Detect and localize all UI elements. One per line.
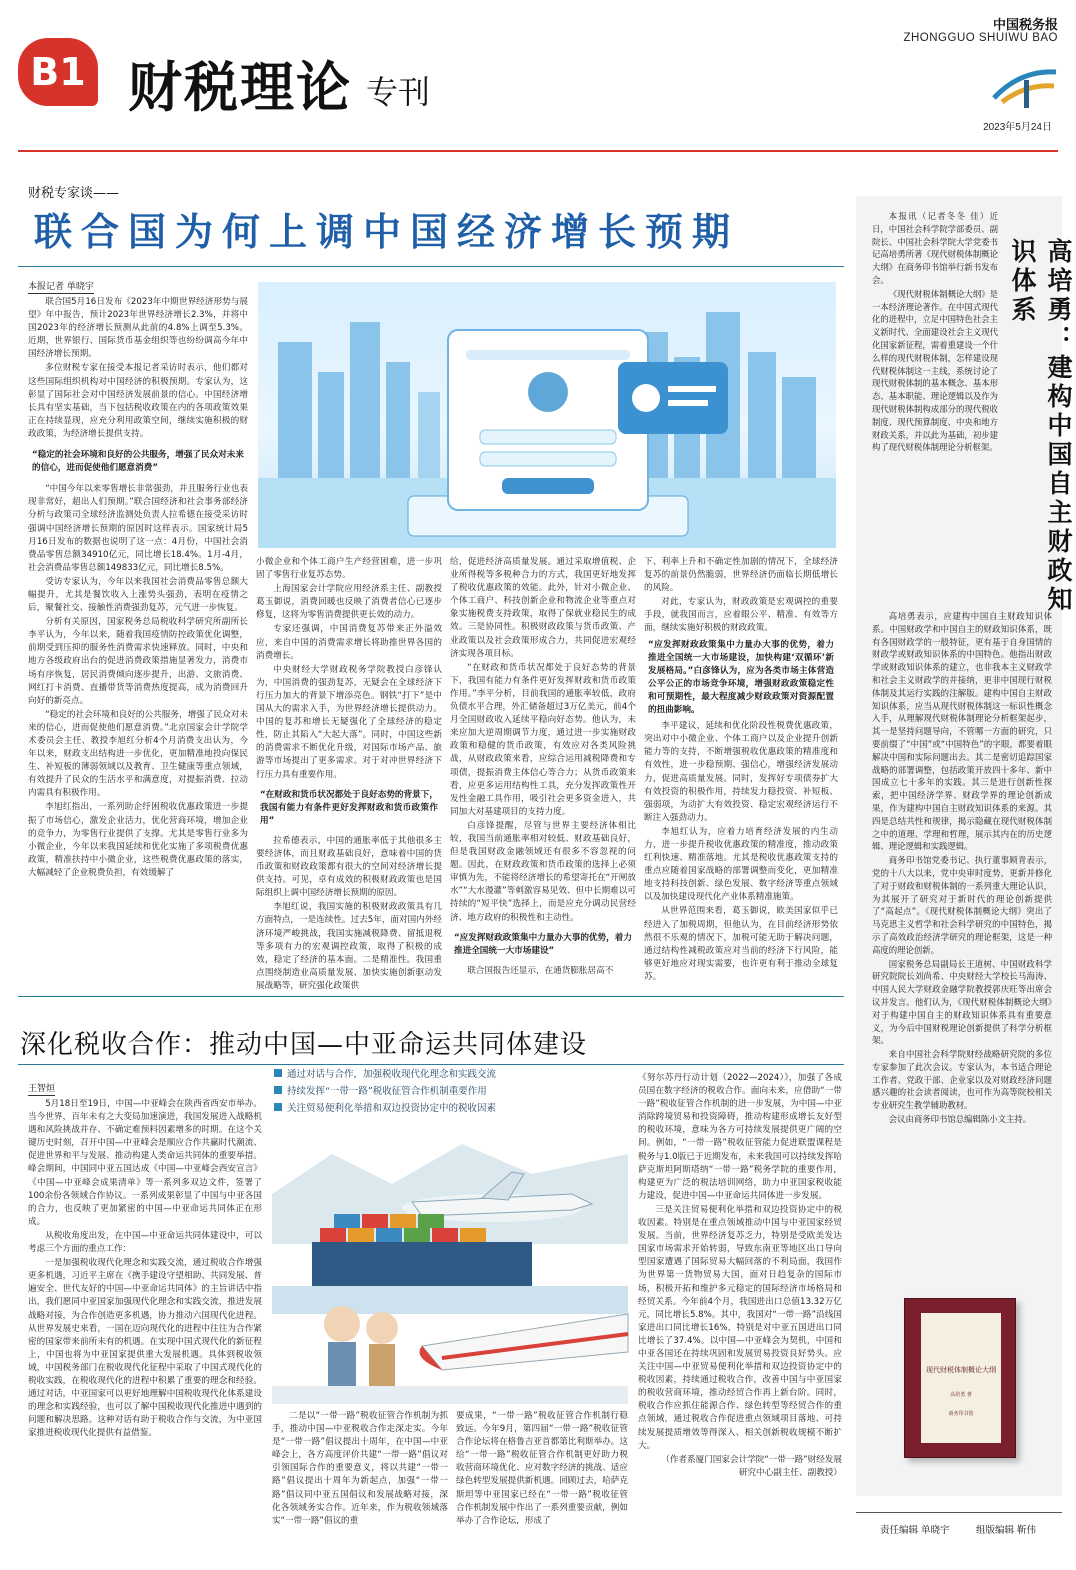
lead-paragraph: 分析有关原因，国家税务总局税收科学研究所副所长李平认为，今年以来，随着我国疫情防控政策优化调整，前期受到压抑的服务性消费需求快速释放。同时，中央和地方各级政府出台的促进消费政策措施显著发力，消费市场有序恢复，居民消费倾向逐步提升，出游、文旅消费、网红打卡消费、直播带货等消费热度提高，成为消费回升向好的新亮点。 [28,617,248,706]
footer-editor: 责任编辑 单晓宇 [880,1525,950,1536]
lead-paragraph: 受访专家认为，今年以来我国社会消费品零售总额大幅提升，尤其是餐饮收入上涨势头强劲，表明在疫情之后，聚餐社交、接触性消费强劲复苏，元气进一步恢复。 [28,576,248,614]
lead-paragraph: 专家还强调，中国消费复苏带来正外溢效应，来自中国的消费需求增长将助推世界各国的消费增长。 [256,624,442,661]
second-headline-rule [18,1064,844,1065]
paper-name: 中国税务报 [992,18,1058,33]
bullet-text: 持续发挥“一带一路”税收征管合作机制重要作用 [287,1086,487,1097]
book-cover-author: 高培勇 著 [950,1392,972,1398]
second-paragraph: 5月18日至19日，中国—中亚峰会在陕西省西安市举办。当今世界，百年未有之大变局加速演进，我国发展进入战略机遇和风险挑战并存、不确定难预料因素增多的时期。在这个关键历史时刻，召开中国—中亚峰会是顺应合作共赢时代潮流、促进世界和平与发展、推动构建人类命运共同体的重要举措。峰会期间，中国同中亚五国达成《中国—中亚峰会西安宣言》《中国—中亚峰会成果清单》等一系列多双边文件，签署了100余份各领域合作协议。一系列成果彰显了中国与中亚各国的合力，也反映了更加紧密的中国—中亚命运共同体正在形成。 [28,1099,262,1227]
bullet-item [274,1083,634,1097]
sidebar-paragraph: 本报讯（记者冬冬 佳）近日，中国社会科学院学部委员、副院长、中国社会科学院大学党委书记高培勇所著《现代财税体制概论大纲》在商务印书馆举行新书发布会。 [872,211,998,285]
lead-paragraph: 从世界范围来看，葛玉御说，欧美国家似乎已经进入了加税周期，但他认为，在目前经济形势依然很不乐观的情况下，加税可能无助于解决问题，通过结构性减税政策应对当前的经济下行风险，能够更好地应对现实需要，也许更有利于推动全球复苏。 [644,906,838,982]
bullet-text: 通过对话与合作，加强税收现代化理念和实践交流 [287,1069,497,1080]
bullet-item [274,1100,634,1114]
lead-subhead: “应发挥财政政策集中力量办大事的优势，着力推进全国统一大市场建设” [454,932,632,956]
sidebar-paragraph: 来自中国社会科学院财经战略研究院的多位专家参加了此次会议。专家认为，本书适合理论工作者、党政干部、企业家以及对财政经济问题感兴趣的社会读者阅读，也可作为高等院校相关专业研究生教学辅助教材。 [872,1049,1052,1111]
second-byline: 王智烜 [28,1081,55,1096]
lead-subhead: “稳定的社会环境和良好的公共服务，增强了民众对未来的信心，进而促使他们愿意消费” [32,450,244,474]
second-paragraph: 《努尔苏丹行动计划（2022—2024）》，加强了各成员国在数字经济的税收合作。面向未来，应借助“一带一路”税收征管合作机制的进一步发展，为中国—中亚消除跨境贸易和投资障碍，推动构建形成增长友好型的税收环境，意味为各方可持续发展提供更广阔的空间。例如，“一带一路”税收征管能力促进联盟课程是税务与1.0版已于近期发布，未来我国可以持续发挥哈萨克斯坦阿斯塔纳“一带一路”税务学院的重要作用，构建更为广泛的税法培训网络，助力中亚国家税收能力建设，促进中国—中亚命运共同体进一步发展。 [638,1073,842,1201]
lead-paragraph: 白彦锋提醒，尽管与世界主要经济体相比较，我国当前通胀率相对较低、财政基础良好，但是我国财政金融领域还有很多不容忽视的问题。因此，在财政政策和货币政策的选择上必须审慎为先，不能将经济增长的希望寄托在“开闸放水”“大水漫灌”等刺激容易见效、但中长期难以可持续的“短平快”选择上，而是应充分调动民营经济、地方政府的积极性和主动性。 [450,820,636,923]
second-paragraph: 三是关注贸易便利化举措和双边投资协定中的税收因素。特别是在重点领域推动中国与中亚国家经贸发展。当前，世界经济复苏乏力，特别是受欧美发达国家市场需求开始转弱，导致东南亚等地区出口导向型国家遭遇了国际贸易大幅回落的不利局面，我国作为世界第一货物贸易大国，面对日趋复杂的国际市场，积极开拓和维护多元稳定的国际经济市场格局和经贸关系。今年前4个月，我国进出口总值13.32万亿元，同比增长5.8%。其中，我国对“一带一路”沿线国家进出口同比增长16%，特别是对中亚五国进出口同比增长了37.4%。以中国—中亚峰会为契机，中国和中亚各国还在持续巩固和发展贸易投资良好势头。应关注中国—中亚贸易便利化举措和双边投资协定中的税收因素，持续通过税收合作，改善中国与中亚国家的税收营商环境，推动经贸合作再上新台阶。同时，税收合作应抓住能源合作、绿色转型等经贸合作的重点领域，通过税收合作促进重点领域项目落地、可持续发展提质增效等得深入、相关创新税收规模不断扩大。 [638,1204,842,1451]
section-title-main: 财税理论 [128,56,352,119]
masthead-rule [18,150,1058,152]
lead-column-1 [28,296,248,886]
second-paragraph: 一是加强税收现代化理念和实践交流，通过税收合作增强更多机遇，习近平主席在《携手建设守望相助、共同发展、普遍安全、世代友好的中国—中亚命运共同体》的主旨讲话中指出，我们愿同中亚国家加强现代化理念和实践交流，推进发展战略对接，为合作创造更多机遇，协力推动六国现代化进程。从世界发展史来看，一国在迈向现代化的进程中往往为合作紧密的国家带来前所未有的机遇。在实现中国式现代化的新征程上，中国也将为中亚国家提供重大发展机遇。具体到税收领域，中国税务部门在税收现代化征程中采取了中国式现代化的税收实践，在税收现代化的进程中积累了重要的理念和经验。通过对话，中亚国家可以更好地理解中国税收现代化体系建设的理念和实践经验，也可以了解中国税收现代化推进中遇到的问题和解决思路。这种对话有助于税收合作与交流，为中亚国家推进税收现代化提供有益借鉴。 [28,1258,262,1439]
second-column-2 [272,1410,448,1552]
lead-paragraph: 小微企业和个体工商户生产经营困难，进一步巩固了零售行业复苏态势。 [256,557,442,581]
second-column-4 [638,1072,842,1552]
sidebar-paragraph: 商务印书馆党委书记、执行董事顾青表示，党的十八大以来，党中央审时度势，更新并修化了对于财政和财税体制的一系列重大理论认识，为其展开了研究对于新时代的理论创新提供了“高起点”。《现代财税体制概论大纲》突出了马克思主义哲学和社会科学研究的中国特色，揭示了高效政治经济学研究的理论框架，这是一种高度的理论创新。 [872,855,1052,955]
book-cover-title: 现代财税体制概论大纲 [926,1366,996,1374]
lead-column-4 [644,556,838,982]
lead-column-2 [256,556,442,991]
lead-headline: 联合国为何上调中国经济增长预期 [34,209,740,254]
issue-date: 2023年5月24日 [983,122,1052,133]
lead-headline-rule [18,266,844,267]
lead-subhead: “应发挥财政政策集中力量办大事的优势，着力推进全国统一大市场建设，加快构建‘双循环’新发展格局。”白彦锋认为，应为各类市场主体营造公平公正的市场竞争环境，增强财政政策稳定性和可预期性，最大程度减少财政政策对资源配置的扭曲影响。 [648,639,834,716]
sidebar-paragraph: 《现代财税体制概论大纲》是一本经济理论著作。在中国式现代化的进程中，立足中国特色社会主义新时代、全面建设社会主义现代化国家新征程，需着重建设一个什么样的现代财税体制，怎样建设现代财税体制这一主线，系统讨论了现代财税体制的基本概念、基本形态、基本职能、理论逻辑以及作为现代财税体制构成部分的现代税收制度、现代预算制度、中央和地方财政关系，并以此为基础，初步建构了现代财税体制理论分析框架。 [872,288,998,453]
lead-paragraph: 多位财税专家在接受本报记者采访时表示，他们都对这些国际组织机构对中国经济的积极预期。专家认为，这彰显了国际社会对中国经济发展前景的信心。中国经济增长具有坚实基础，当下包括税收政策在内的各项政策效果正在持续显现，应充分利用政策空间，继续实施积极的财政政策，为经济增长提供支持。 [28,363,248,439]
lead-byline: 本报记者 单晓宇 [28,279,94,294]
sidebar-headline: 高培勇：建构中国自主财政知识体系 [1008,238,1073,615]
lead-paragraph: 拉希德表示，中国的通胀率低于其他很多主要经济体，而且财政基础良好，意味着中国的货币政策和财政政策都有很大的空间对经济增长提供支持。可见，卓有成效的积极财政政策也是国际组织上调中国经济增长预期的原因。 [256,835,442,899]
lead-paragraph: 对此，专家认为，财政政策是宏观调控的重要手段，就我国而言，应着眼公平、精准、有效等方面，继续实施好积极的财政政策。 [644,597,838,634]
lead-paragraph: “中国今年以来零售增长非常强劲，并且服务行业也表现非常好，超出人们预期。”联合国经济和社会事务部经济分析与政策司全球经济监测处负责人拉希德在接受采访时强调中国经济增长预期的原因时这样表示。国家统计局5月16日发布的数据也说明了这一点：4月份，中国社会消费品零售总额34910亿元，同比增长18.4%。1月-4月，社会消费品零售总额149833亿元，同比增长8.5%。 [28,484,248,573]
second-bullets [274,1066,634,1117]
bullet-square-icon [274,1069,282,1077]
section-divider [18,996,844,997]
paper-name-pinyin: ZHONGGUO SHUIWU BAO [903,32,1058,44]
lead-paragraph: 上海国家会计学院应用经济系主任、副教授葛玉御说，消费回暖也反映了消费者信心已逐步修复，这将为零售消费提供更长效的动力。 [256,584,442,621]
trade-illustration [272,1124,628,1404]
lead-illustration [258,282,836,548]
lead-subhead: “在财政和货币状况都处于良好态势的背景下，我国有能力有条件更好发挥财政和货币政策作用” [260,789,438,826]
lead-paragraph: 李平建议，延续和优化阶段性税费优惠政策，突出对中小微企业、个体工商户以及企业提升创新能力等的支持，不断增强税收优惠政策的精准度和有效性，进一步稳预期、强信心，增强经济发展动力，促进高质量发展。同时，发挥好专项债券扩大有效投资的积极作用，持续发力稳投资、补短板、强弱项，为动扩大有效投资、稳定宏观经济运行不断注入强劲动力。 [644,721,838,823]
lead-column-3 [450,556,636,976]
sidebar-paragraph: 国家税务总局副局长王道树、中国财政科学研究院院长刘尚希、中央财经大学校长马海涛、中国人民大学财政金融学院教授郭庆旺等出席会议并发言。他们认为，《现代财税体制概论大纲》对于构建中国自主的财政知识体系具有重要意义，为今后中国财税理论创新提供了科学分析框架。 [872,958,1052,1046]
second-paragraph: 二是以“一带一路”税收征管合作机制为抓手，推动中国—中亚税收合作走深走实。今年是“一带一路”倡议提出十周年，在中国—中亚峰会上，各方高度评价共建“一带一路”倡议对引领国际合作的重要意义，将以共建“一带一路”倡议提出十周年为新起点，加强“一带一路”倡议同中亚五国倡议和发展战略对接，深化各领域务实合作。近年来，作为税收领域落实“一带一路”倡议的重 [272,1411,448,1526]
second-column-1 [28,1098,262,1552]
lead-paragraph: 联合国5月16日发布《2023年中期世界经济形势与展望》年中报告，预计2023年世界经济增长2.3%，并将中国2023年的经济增长预测从此前的4.8%上调至5.3%。近期，世界银行、国际货币基金组织等也纷纷调高今年中国经济增长预期。 [28,297,248,360]
sidebar-paragraph: 高培勇表示，应建构中国自主财政知识体系。中国财政学和中国自主的财政知识体系，既有各国财政学的一般特征，更有基于自身国情的财政学或财政知识体系的中国特色。他指出财政学或财政知识体系的建立，也非我本主义财政学和社会主义财政学的并接纳，更非中国现行财税体制及其运行实践的注解版。建构中国自主财政知识体系，应当从现代财税体制这一标识性概念入手，从理解现代财税体制理论分析框架起步，其一是坚持问题导向，不管哪一方面的研究，只要前缀了“中国”或“中国特色”的字眼，都要着眼解决中国和实际问题出去。其二是密切追踪国家战略的部署调整，包括政策开放四十多年、新中国成立七十多年的实践。其三是进行创新性探索，把中国经济学界、财政学界的理论创新成果，作为建构中国自主财政知识体系的来源。其四是总结共性和规律，揭示隐藏在现代财税体制之中的道理、学理和哲理，展示其内在的历史逻辑、理论逻辑和实践逻辑。 [872,611,1052,852]
footer-designer: 组版编辑 靳伟 [976,1525,1037,1536]
sidebar-paragraph: 会议由商务印书馆总编辑陈小文主持。 [888,1114,1032,1125]
lead-paragraph: 李旭红指出，一系列助企纾困税收优惠政策进一步提振了市场信心，激发企业活力，优化营商环境，增加企业的竞争力，为零售行业提供了支撑。尤其是零售行业多为小微企业，今年以来我国延续和优化实施了多项税费优惠政策，精准扶持中小微企业，这些税费优惠政策的落实，大幅减轻了企业税费负担，有效缓解了 [28,802,248,878]
second-column-3 [456,1410,628,1552]
lead-paragraph: 中央财经大学财政税务学院教授白彦锋认为，中国消费的强劲复苏，无疑会在全球经济下行压力加大的背景下增添亮色。钢铁“打下”是中国从大的需求入手，为世界经济增长提供动力。中国的复苏和增长无疑强化了全球经济的稳定性，防止其陷入“大起大落”。同时，中国这些新的消费需求不断优化升级，对国际市场产品、旅游等市场提出了更多需求。对于对冲世界经济下行压力具有重要作用。 [256,664,442,780]
page-number-badge [18,38,98,106]
bullet-text: 关注贸易便利化举措和双边投资协定中的税收因素 [287,1103,497,1114]
lead-paragraph: 李旭红说，我国实施的积极财政政策具有几方面特点，一是连续性。过去5年，面对国内外经济环境严峻挑战，我国实施减税降费、留抵退税等多项有力的宏观调控政策，取得了积极的成效，稳定了经济的基本面。二是精准性。我国重点围绕制造业高质量发展、加快实施创新驱动发展战略等，研究强化政策供 [256,902,442,991]
sidebar-text-top [872,210,998,610]
lead-paragraph: “在财政和货币状况都处于良好态势的背景下，我国有能力有条件更好发挥财政和货币政策作用。”李平分析，目前我国的通胀率较低，政府负债水平合理，外汇储备超过3万亿美元，前4个月全国财政收入延续平稳向好态势。他认为，未来应加大逆周期调节力度，通过进一步实施财政政策和稳健的货币政策，有效应对各类风险挑战，从财政政策来看，应综合运用减税降费和专项债，提振消费主体信心等合力；从货币政策来看，应更多运用结构性工具，充分发挥政策性开发性金融工具作用，吸引社会更多资金进入，共同加大对基建项目的支持力度。 [450,662,636,817]
second-paragraph: 从税收角度出发，在中国—中亚命运共同体建设中，可以考虑三个方面的重点工作： [28,1230,262,1255]
bullet-square-icon [274,1086,282,1094]
lead-paragraph: 李旭红认为，应着力培育经济发展的内生动力，进一步提升税收优惠政策的精准度，推动政策红利快速、精准落地。尤其是税收优惠政策支持的重点应随着国家战略的部署调整而变化，更加精准地支持科技创新、绿色发展、数字经济等重点领域以及加快建设现代化产业体系精准施策。 [644,826,838,903]
second-paragraph: 要成果，“一带一路”税收征管合作机制行稳致远。今年9月，第四届“一带一路”税收征管合作论坛将在格鲁吉亚首都第比利斯举办。这给“一带一路”税收征管合作机制更好助力税收营商环境优化、应对数字经济的挑战、适应绿色转型发展提供新机遇。回顾过去，哈萨克斯坦等中亚国家已经在“一带一路”税收征管合作机制发展中作出了一系列重要贡献，例如举办了合作论坛，形成了 [456,1411,628,1526]
bullet-square-icon [274,1103,282,1111]
page-number: B1 [30,50,86,94]
lead-paragraph: 联合国报告还显示，在通货膨胀居高不 [467,965,614,976]
book-cover [904,1298,1016,1458]
lead-paragraph: “稳定的社会环境和良好的公共服务，增强了民众对未来的信心，进而促使他们愿意消费。”北京国家会计学院学术委员会主任、教授李旭红分析4个月消费支出认为，今年以来，财政支出结构进一步优化，更加精准地投向保民生、补短板的薄弱领域以及教育、卫生健康等重点领域，有效提升了民众的生活水平和满意度，对提振消费、拉动内需具有积极作用。 [28,709,248,799]
footer-rule [856,1512,1062,1513]
book-cover-publisher: 商务印书馆 [948,1411,974,1417]
bullet-item [274,1066,634,1080]
lead-paragraph: 下、利率上升和不确定性加剧的情况下，全球经济复苏的前景仍然脆弱，世界经济仍面临长期低增长的风险。 [644,557,838,594]
lead-paragraph: 给，促进经济高质量发展。通过采取增值税、企业所得税等多税种合力的方式，我国更好地发挥了税收优惠政策的效能。此外，针对小微企业、个体工商户、科技创新企业和物流企业等重点对象实施税费支持政策，取得了保就业稳民生的成效。三是协同性。积极财政政策与货币政策、产业政策以及社会政策形成合力，共同促进宏观经济实现各项目标。 [450,557,636,659]
section-title [128,58,430,118]
section-title-suffix: 专刊 [366,73,431,111]
book-cover-inset [921,1313,1001,1443]
second-headline: 深化税收合作：推动中国—中亚命运共同体建设 [20,1030,588,1060]
paper-logo-icon [990,64,1060,110]
lead-kicker: 财税专家谈—— [28,186,120,201]
second-paragraph: （作者系厦门国家会计学院“一带一路”财经发展研究中心副主任、副教授） [661,1454,842,1478]
